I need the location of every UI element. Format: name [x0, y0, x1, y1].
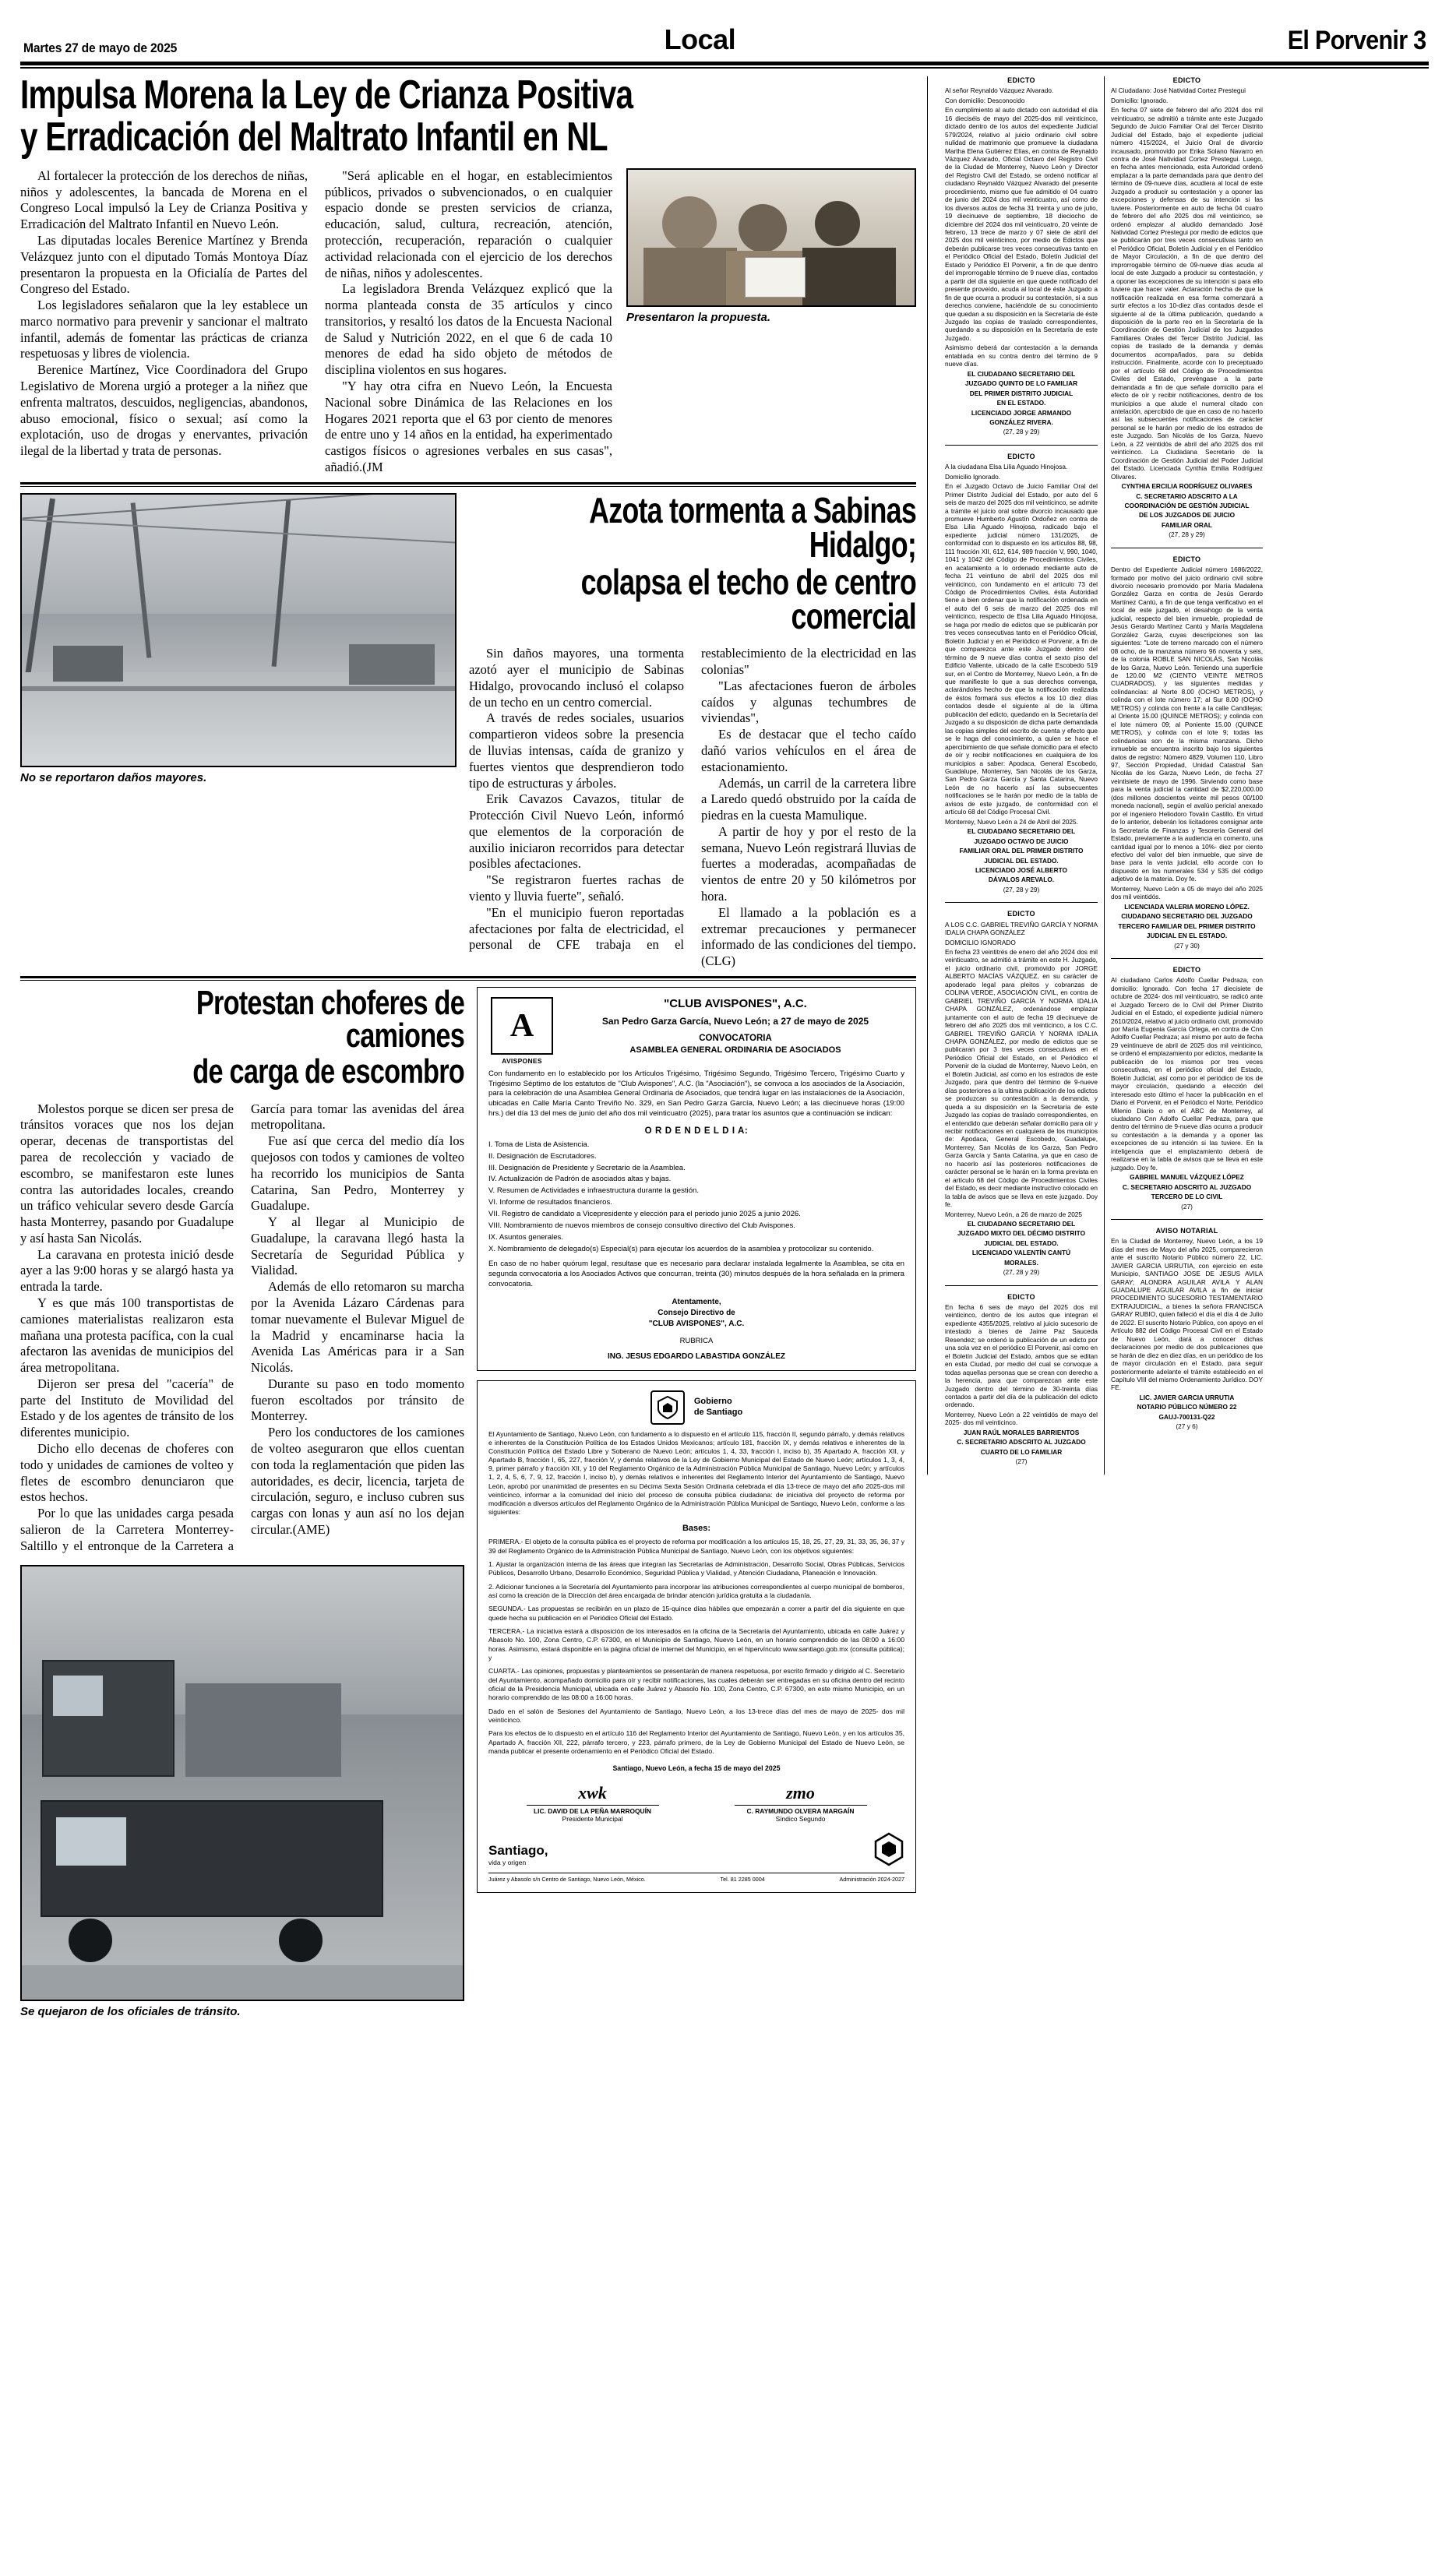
edict-line: Monterrey, Nuevo León a 22 veintidós de mayo del 2025- dos mil veinticinco. — [945, 1410, 1098, 1427]
santiago-dado: Dado en el salón de Sesiones del Ayuntamiento de Santiago, Nuevo León, a los 13-trece días del mes de mayo de 2025- dos mil veinticinco. — [488, 1707, 904, 1725]
article-crianza-positiva — [20, 72, 916, 476]
article-3-p8: Y al llegar al Municipio de Guadalupe, la caravana llegó hasta la Secretaría de Seguridad Pública y Vialidad. — [251, 1214, 464, 1278]
article-1-p4: Berenice Martínez, Vice Coordinadora del Grupo Legislativo de Morena urgió a proteger a la niñez que enfrenta maltratos, descuidos, negligencias, abandonos, abuso emocional, físico o sexual; así como la explotación, uso de drogas y enervantes, privación ilegal de la libertad y trata de personas. — [20, 362, 308, 459]
edict-line: Dentro del Expediente Judicial número 1686/2022, formado por motivo del juicio ordinario civil sobre divorcio necesario promovido por María Madalena González Garza en contra de Jesús Gerardo Martínez Cantú, a fin de que tenga verificativo en el local de este juzgado, el desahogo de la venta judicial, respecto del bien inmueble, propiedad de Jesús Gerardo Martínez Cantú y María Magdalena González Garza, cuyas descripciones son las siguientes: "Lote de terreno marcado con el número 08 ocho, de la manzana número 96 noventa y seis, de la colonia ROBLE SAN NICOLÁS, San Nicolás de los Garza, Nuevo León. Teniendo una superficie de 120.00 M2 (CIENTO VEINTE METROS CUADRADOS), y las siguientes medidas y colindancias: al Norte 8.00 (OCHO METROS), y colinda con el lote número 17; al Sur 8.00 (OCHO METROS) y colinda con frente a la calle Candilejas; al Oriente 15.00 (QUINCE METROS); y colinda con el lote número 09; al Poniente 15.00 (QUINCE METROS), y colinda con el lote 9; todas las colindancias son de la misma manzana. Dicho inmueble se encuentra inscrito bajo los siguientes datos de registro: Número 4829, Volumen 110, Libro 97, Sección Propiedad, Unidad Catastral San Nicolás de los Garza, Nuevo León, de fecha 27 veintisiete de mayo de 1996. Sirviendo como base para la venta judicial la cantidad de $2,220,000.00 (dos millones doscientos veinte mil pesos 00/100 moneda nacional), según el avalúo pericial anexado por el ingeniero Heliodoro Tovalin Castillo. En virtud de lo anterior, deberán los licitadores consignar ante la Secretaría de Finanzas y Tesorería General del Estado, previamente a la audiencia en comento, una cantidad igual por lo menos a 10%- diez por ciento efectivo del valor del bien inmueble, que sirve de base para la venta judicial, ello acorde con lo dispuesto en los numerales 534 y 535 del código adjetivo de la materia. Doy fe. — [1111, 566, 1263, 883]
edict-footer: EN EL ESTADO. — [996, 399, 1046, 407]
edict-footer: EL CIUDADANO SECRETARIO DEL — [967, 1219, 1076, 1228]
edict-title: EDICTO — [1007, 76, 1035, 84]
edict-footer: LICENCIADO JORGE ARMANDO — [971, 408, 1072, 417]
edict-footer: C. SECRETARIO ADSCRITO AL JUZGADO — [957, 1438, 1086, 1447]
edict-line: Al ciudadano Carlos Adolfo Cuellar Pedraza, con domicilio: Ignorado. Con fecha 17 diecisiete de octubre de 2024- dos mil veinticuatro, se radicó ante el Juzgado Tercero de lo Civil del Primer Distrito Judicial en el Estado, el expediente judicial número 2610/2024, relativo al juicio ordinario civil, promovido por María Eugenia García Ortega, en contra de Cnn Adolfo Cuellar Pedraza; así mismo por auto de fecha 29 veintinueve de abril de 2025 dos mil veinticinco, se ordenó el emplazamiento por edictos, mediante la publicación de los mismos por tres veces consecutivas, en el periódico oficial del Estado, Boletín Judicial, así como por el periódico de los de mayor circulación, quedando a elección del interesado esto último el hacer la publicación en el Diario el Porvenir, en el Periódico el Norte, Periódico Milenio Diario o en el ABC de Monterrey, al ciudadano Cnn Adolfo Cuellar Pedraza, para que dentro del término de 9-nueve días ocurra a producir su contestación a la demanda y a oponer las excepciones de su intención si las tuviere. En la inteligencia que el emplazamiento deberá de realizarse en la tabla de avisos que se lleva en este juzgado. Doy fe. — [1111, 976, 1263, 1172]
santiago-seal-icon — [650, 1390, 685, 1425]
edict-publication-dates: (27, 28 y 29) — [1003, 1268, 1040, 1277]
agenda-item: VIII. Nombramiento de nuevos miembros de consejo consultivo directivo del Club Avispones. — [488, 1221, 795, 1231]
edict-footer: TERCERO FAMILIAR DEL PRIMER DISTRITO — [1118, 922, 1256, 930]
article-3-p6: Por lo que las unidades carga pesada salieron de la Carretera Monterrey-Saltillo y el entronque de la Carretera a García para tomar las avenidas del área metropolitana. — [20, 1101, 464, 1553]
avispones-title: "CLUB AVISPONES", A.C. — [664, 996, 807, 1010]
edict-line: A la ciudadana Elsa Lilia Aguado Hinojosa. — [945, 463, 1068, 471]
article-2-p9: A partir de hoy y por el resto de la semana, Nuevo León registrará lluvias de fuertes a moderadas, acompañadas de vientos de entre 20 y 50 kilómetros por hora. — [701, 823, 916, 904]
article-3-p9: Además de ello retomaron su marcha por la Avenida Lázaro Cárdenas para tomar nuevamente el Bulevar Miguel de la Madrid y encaminarse hacia la Avenida Las Américas para ir a San Nicolás. — [251, 1279, 464, 1376]
article-2-p5: "En el municipio fueron reportadas afectaciones por falta de electricidad, el personal de CFE trabaja en el restablecimiento de la electricidad en las colonias" — [469, 646, 916, 953]
edict-line: Domicilio Ignorado. — [945, 472, 1001, 481]
santiago-notice — [477, 1380, 916, 1893]
edicts-zone — [927, 76, 1429, 1475]
avispones-logo-label: AVISPONES — [502, 1056, 542, 1065]
edict-title: EDICTO — [1172, 555, 1201, 563]
edict-block — [945, 453, 1098, 893]
avispones-order-title: O R D E N D E L D I A: — [644, 1126, 749, 1136]
edict-line: En fecha 23 veintitrés de enero del año 2024 dos mil veinticuatro, se admitió a trámite en este H. Juzgado, el juicio ordinario civil, promovido por JORGE ALBERTO MACÍAS VÁZQUEZ, en su carácter de apoderado legal para pleitos y cobranzas de COLINA VERDE, ASOCIACIÓN CIVIL, en contra de GABRIEL TREVIÑO GARCÍA Y NORMA IDALIA CHAPA GONZÁLEZ, ordenándose emplazar juntamente con el auto de fecha 19 diecinueve de febrero del año 2025 dos mil veinticinco, a los C.C. GABRIEL TREVIÑO GARCÍA Y NORMA IDALIA CHAPA GONZÁLEZ, por medio de edictos que se publicaran por 3 tres veces consecutivas en el Periódico Oficial del Estado, en el Periódico el Porvenir de la ciudad de Monterrey, Nuevo León, en el Boletín Judicial, así como en los estrados de este Juzgado, para que dentro del término de 9-nueve días posteriores a la ultima publicación de los edictos se produzcan su contestación a la demanda, y queda a su disposición en la Secretaría de este Juzgado las copias de traslado correspondientes, en el entendido que deberán señalar domicilio para oír y recibir notificaciones en cualquiera de los municipios de: Apodaca, General Escobedo, Guadalupe, Monterrey, San Nicolás de los Garza, San Pedro Garza García y Santa Catarina, ya que en caso de no hacerlo así las posteriores notificaciones de carácter personal se le harán en la forma prevista en el artículo 68 del Código de Procedimientos Civiles del Estado, es decir mediante instructivo colocado en la tabla de avisos que se lleva en este juzgado. Doy fe. — [945, 948, 1098, 1209]
edict-title: EDICTO — [1172, 76, 1201, 84]
edict-block — [945, 76, 1098, 436]
avispones-signer: ING. JESUS EDGARDO LABASTIDA GONZÁLEZ — [608, 1351, 785, 1361]
santiago-gov-line1: Gobierno — [693, 1396, 732, 1406]
article-3-figure — [20, 1565, 464, 2018]
edict-block — [1111, 76, 1263, 539]
edict-footer: NOTARIO PÚBLICO NÚMERO 22 — [1137, 1403, 1237, 1411]
article-3-p7: Fue así que cerca del medio día los quejosos con todos y camiones de volteo ha recorrido los municipios de Santa Catarina, San Pedro, Monterrey y Guadalupe. — [251, 1133, 464, 1214]
edict-separator — [1111, 958, 1263, 959]
edict-line: DOMICILIO IGNORADO — [945, 938, 1016, 946]
edict-line: A LOS C.C. GABRIEL TREVIÑO GARCÍA Y NORMA IDALIA CHAPA GONZÁLEZ — [945, 920, 1098, 937]
santiago-footer-right: Administración 2024-2027 — [839, 1875, 904, 1883]
lower-section — [20, 983, 916, 2019]
agenda-item: V. Resumen de Actividades e infraestructura durante la gestión. — [488, 1186, 700, 1196]
edict-line: En la Ciudad de Monterrey, Nuevo León, a los 19 días del mes de Mayo del año 2025, comparecieron ante el suscrito Notario Público número 22, LIC. JAVIER GARCIA URRUTIA, con ejercicio en este Municipio, SANTIAGO JOSE DE JESUS AVILA GARAY; ALONDRA AGUILAR AVILA Y ALAN GUADALUPE AGUILAR AVILA a fin de iniciar PROCEDIMIENTO SUCESORIO TESTAMENTARIO EXTRAJUDICIAL, a bienes la señora FRANCISCA GARAY RUBIO, quien falleció el día el día 4 de Julio de 2022. El suscrito Notario Público, con apoyo en el Artículo 882 del Código Procesal Civil en el Estado de Nuevo León, dará a conocer dichas declaraciones por medio de dos publicaciones que se harán de diez en diez días, en un periódico de los de mayor circulación en el Estado, para seguir posteriormente adelante el trámite establecido en el Capítulo VIII del mismo Ordenamiento Jurídico. DOY FE. — [1111, 1237, 1263, 1392]
article-1-figure — [626, 168, 916, 324]
article-2-photo-caption: No se reportaron daños mayores. — [20, 770, 207, 784]
edict-line: En fecha 6 seis de mayo del 2025 dos mil veinticinco, dentro de los autos que integran el expediente 4355/2025, relativo al juicio sucesorio de intestado a bienes de Jaime Paz Sauceda Resendez; se ordenó la publicación de un edicto por una sola vez en el periódico El Porvenir, así como en el Boletín Judicial del Estado, ambos que se editan en esta Ciudad, por medio del cual se convoque a todas aquellas personas que se crean con derecho a la herencia, para que comparezcan ante este Juzgado dentro del término de 30-treinta días contados a partir del día de la publicación del edicto ordenado. — [945, 1303, 1098, 1409]
santiago-signer-left-title: Presidente Municipal — [562, 1814, 623, 1823]
santiago-signer-left-name: LIC. DAVID DE LA PEÑA MARROQUÍN — [534, 1806, 651, 1815]
publication-date: Martes 27 de mayo de 2025 — [23, 41, 178, 55]
article-1-photo-caption: Presentaron la propuesta. — [626, 310, 771, 324]
article-2-headline-line2: colapsa el techo de centro comercial — [580, 561, 916, 637]
avispones-assembly: ASAMBLEA GENERAL ORDINARIA DE ASOCIADOS — [629, 1045, 841, 1055]
newspaper-brand: El Porvenir 3 — [1287, 26, 1426, 55]
article-3-photo — [20, 1565, 464, 2001]
santiago-footer-left: Juárez y Abasolo s/n Centro de Santiago, Nuevo León, México. — [488, 1875, 646, 1883]
edict-footer: TERCERO DE LO CIVIL — [1151, 1193, 1223, 1201]
article-3-headline-line1: Protestan choferes de camiones — [196, 983, 465, 1055]
edict-publication-dates: (27, 28 y 29) — [1003, 885, 1040, 893]
article-3-p5: Dicho ello decenas de choferes con todo y unidades de camiones de volteo y fletes de escombro denunciaron que estos hechos. — [20, 1441, 234, 1505]
avispones-notice — [477, 987, 916, 1371]
edict-footer: LICENCIADO VALENTÍN CANTÚ — [971, 1249, 1071, 1257]
edict-footer: JUDICIAL DEL ESTADO. — [984, 1239, 1059, 1247]
edict-footer: JUAN RAÚL MORALES BARRIENTOS — [963, 1428, 1080, 1436]
article-1-photo — [626, 168, 916, 307]
edict-title: EDICTO — [1172, 965, 1201, 974]
edict-publication-dates: (27 y 30) — [1174, 941, 1200, 950]
santiago-clause: 2. Adicionar funciones a la Secretaría del Ayuntamiento para incorporar las atribuciones correspondientes al cuerpo municipal de bomberos, así como la creación de la Dirección del área encargada de brindar atención jurídica gratuita a la ciudadanía. — [488, 1582, 904, 1600]
article-1-p2: Las diputadas locales Berenice Martínez y Brenda Velázquez junto con el diputado Tomás Montoya Díaz presentaron la propuesta en la Oficialía de Partes del Congreso del Estado. — [20, 232, 308, 297]
edict-footer: JUZGADO MIXTO DEL DÉCIMO DISTRITO — [957, 1229, 1086, 1238]
notices-column — [477, 987, 916, 1893]
santiago-para: Para los efectos de lo dispuesto en el artículo 116 del Reglamento Interior del Ayuntamiento de Santiago, Nuevo León, y en los artículos 35, Apartado A, fracción XII, 222, párrafo tercero, y 223, párrafo primero, de la Ley de Gobierno Municipal del Estado de Nuevo León, se manda publicar el presente ordenamiento en el Periódico Oficial del Estado. — [488, 1729, 904, 1756]
edict-block — [945, 910, 1098, 1276]
edict-line: En fecha 07 siete de febrero del año 2024 dos mil veinticuatro, se admitió a trámite ante este Juzgado Segundo de Juicio Familiar Oral del Tercer Distrito Judicial del Estado, bajo el expediente judicial número 415/2024, el Juicio Oral de divorcio incausado, promovido por Erika Solano Navarro en contra de José Natividad Cortez Prestegui. Luego, en fecha antes mencionada, esta Autoridad ordenó emplazar a la parte demandada para que dentro del término de 09-nueve días, acudiera al local de este Juzgado a producir su contestación y a oponer las excepciones y defensas de su intención si las tuviere. Posteriormente en auto de fecha 04 cuatro de febrero del año 2025 dos mil veinticinco, se ordenó emplazar al aludido demandado José Natividad Cortez Prestegui por medio de edictos que se publicarán por tres veces consecutivas tanto en el Periódico Oficial, Boletín Judicial y en el Periódico de Mayor Circulación, a fin de que dentro del improrrogable término de 09-nueve días acuda al local de este Juzgado a producir su contestación, y a oponer las excepciones de su intención si para ello tuviere que hacer valer. Aclaración hecha de que la notificación realizada en esa forma comenzará a surtir efectos a los 10-diez días contados desde el siguiente al de la última publicación, quedando a disposición de la parte reo en la Secretaría de la Coordinación de Gestión Judicial de los Juzgados Familiares Orales del Tercer Distrito Judicial, las copias de traslado de la demanda y demás documentos acompañados, para su debida instrucción. Finalmente, acorde con lo preceptuado por el artículo 68 del Código de Procedimientos Civiles del Estado, prevéngase a la parte demandada a fin de que señale domicilio para el efecto de oír y recibir notificaciones, dentro de los municipios a que alude el numeral citado con antelación, apercibido de que en caso de no hacerlo así las subsecuentes notificaciones de carácter personal se le harán por medio de los estrados de este Juzgado. San Nicolás de los Garza, Nuevo León, a 22 veintidós de abril del año 2025 dos mil veinticinco. La Ciudadana Secretario de la Coordinación de Gestión Judicial del Poder Judicial del Estado. Licenciada Cynthia Emilia Rodríguez Olivares. — [1111, 106, 1263, 481]
edict-footer: DEL PRIMER DISTRITO JUDICIAL — [969, 389, 1074, 397]
edict-footer: LICENCIADO JOSÉ ALBERTO — [975, 865, 1067, 874]
article-2-photo — [20, 493, 457, 767]
edict-footer: FAMILIAR ORAL DEL PRIMER DISTRITO — [959, 847, 1084, 855]
article-1-p7: "Y hay otra cifra en Nuevo León, la Encuesta Nacional sobre Dinámica de las Relaciones en los Hogares 2021 reporta que el 63 por ciento de menores de entre uno y 14 años en la entidad, ha experimentado castigos físicos o agresiones verbales en sus casas", añadió.(JM — [325, 378, 612, 474]
signature-mark: xwk — [578, 1782, 607, 1802]
section-title: Local — [664, 23, 736, 55]
edict-line: Domicilio: Ignorado. — [1111, 96, 1169, 104]
agenda-item: X. Nombramiento de delegado(s) Especial(s) para ejecutar los acuerdos de la asamblea y protocolizar su contenido. — [488, 1245, 874, 1254]
edict-title: EDICTO — [1007, 452, 1035, 460]
santiago-signer-right-title: Síndico Segundo — [775, 1814, 826, 1823]
avispones-intro: Con fundamento en lo establecido por los Artículos Trigésimo, Trigésimo Segundo, Trigésimo Tercero, Trigésimo Cuarto y Trigésimo Séptimo de los estatutos de "Club Avispones", A.C. (la "Asociación"), se convoca a los asociados de la Asociación, para la celebración de una Asamblea General Ordinaria de Asociados, que tendrá lugar en las instalaciones de la Asociación, ubicadas en Calle María Canto Treviño No. 329, en San Pedro Garza García, Nuevo León; a las diecinueve horas (19:00 hrs.) del día 13 del mes de junio del año dos mil veinticuatro (2025), para tratar los asuntos que a continuación se indican: — [488, 1069, 904, 1118]
article-2-p6: "Las afectaciones fueron de árboles caídos y algunas techumbres de viviendas", — [701, 678, 916, 726]
edict-footer: EL CIUDADANO SECRETARIO DEL — [967, 827, 1076, 836]
signature-mark: zmo — [786, 1782, 815, 1802]
edict-footer: LIC. JAVIER GARCIA URRUTIA — [1139, 1393, 1235, 1401]
article-divider-2 — [20, 976, 916, 981]
santiago-footer-mid: Tel. 81 2285 0004 — [720, 1875, 765, 1883]
avispones-logo — [488, 997, 555, 1065]
edict-block — [945, 1293, 1098, 1466]
edict-footer: CIUDADANO SECRETARIO DEL JUZGADO — [1121, 912, 1253, 921]
santiago-intro: El Ayuntamiento de Santiago, Nuevo León, con fundamento a lo dispuesto en el artículo 115, fracción II, segundo párrafo, y demás relativos e inherentes de la Constitución Política de los Estados Unidos Mexicanos; artículo 181, fracción IX, y demás relativos e inherentes de la Constitución Política del Estado Libre y Soberano de Nuevo León; artículos 1, 4, 33, fracción I, inciso b), 35 Apartado A, fracción XII, y Apartado B, fracción I, 65, 227, fracción V, y demás relativos de la Ley de Gobierno Municipal del Estado de Nuevo León; artículos 1, 3, 4, 9, primer párrafo y fracción XII, y 10 del Reglamento Orgánico de la Administración Pública Municipal de Santiago, Nuevo León; y artículos 1, 2, 4, 5, 6, 7, 9, 12, fracción I, inciso b), y demás relativos e inherentes del Reglamento Interior del Ayuntamiento de Santiago, Nuevo León, aprobó por unanimidad de presentes en su Décima Sexta Sesión Ordinaria celebrada el día 13-trece de mayo del año 2025-dos mil veinticinco, informar a la comunidad del inicio del proceso de consulta pública ciudadana: de iniciativa del proyecto de reforma por modificación a diversos artículos del Reglamento Orgánico de la Administración Pública Municipal de Santiago, Nuevo León, conforme a las siguientes: — [488, 1429, 904, 1517]
edict-footer: GAUJ-700131-Q22 — [1158, 1412, 1215, 1421]
edict-footer: EL CIUDADANO SECRETARIO DEL — [967, 369, 1076, 378]
edict-footer: FAMILIAR ORAL — [1162, 520, 1212, 529]
edict-block — [1111, 966, 1263, 1210]
avispones-logo-letter: A — [491, 997, 553, 1055]
article-1-p5: "Será aplicable en el hogar, en establecimientos públicos, privados o subvencionados, o en cualquier espacio donde se presten servicios de crianza, educación, salud, cultura, recreación, atención, protección, recuperación, reparación o cualquier actividad relacionada con el ejercicio de los derechos de niñas, niños y adolescentes. — [325, 167, 612, 280]
edict-footer: JUZGADO QUINTO DE LO FAMILIAR — [964, 379, 1078, 388]
article-2-p7: Es de destacar que el techo caído dañó varios vehículos en el área de estacionamiento. — [701, 727, 916, 774]
article-3-p1: Molestos porque se dicen ser presa de tránsitos voraces que nos los dejan operar, decenas de transportistas del parea de recolección y vaciado de escombro, se manifestaron este lunes contra las autoridades locales, creando un tráfico vehicular severo desde García hasta Monterrey, pasando por Guadalupe y así hasta San Nicolás. — [20, 1101, 234, 1246]
edict-title: EDICTO — [1007, 910, 1035, 918]
aviso-notarial-block — [1111, 1227, 1263, 1431]
edict-line: En cumplimiento al auto dictado con autoridad el día 16 dieciséis de mayo del 2025-dos mil veinticinco, dictado dentro de los autos del expediente Judicial 579/2024, relativo al juicio ordinario civil sobre nulidad de matrimonio que promueve la ciudadana Martha Elena Gutiérrez Elías, en contra de Reynaldo Vázquez Alvarado, Oficial Octavo del Registro Civil de la Ciudad de Monterrey, Nuevo León y Director del Registro Civil del Estado, se ordenó notificar al ciudadano Reynaldo Vázquez Alvarado del presente procedimiento, mismo que fue admitido el 04 cuatro de junio del 2024 dos mil veinticuatro, así como de los diversos autos de fecha 31 treinta y uno de julio, 19 diecinueve de septiembre, 18 dieciocho de diciembre del 2024 dos mil veinticuatro, 20 veinte de febrero, 13 trece de marzo y 07 siete de abril del 2025 dos mil veinticinco, por medio de Edictos que deberán publicarse tres veces consecutivas tanto en el Periódico Oficial del Estado, Boletín Judicial del Estado y Periódico El Porvenir, a fin de que dentro del improrrogable término de 9 nueve días, contados a partir del día siguiente en que quede notificado del presente proveído, acuda al local de éste Juzgado a fin de que ocurra a producir su contestación, si a sus derechos conviene, haciéndole de su conocimiento que quedan a su disposición en la Secretaría de éste Juzgado las copias de traslado correspondientes, quedando a su disposición en la Secretaría de este Juzgado. — [945, 106, 1098, 342]
page-body — [20, 72, 1429, 2019]
edict-publication-dates: (27) — [1181, 1202, 1193, 1210]
article-1-headline-line1: Impulsa Morena la Ley de Crianza Positiva — [20, 72, 633, 118]
edict-footer: MORALES. — [1004, 1258, 1038, 1267]
article-1-p6: La legisladora Brenda Velázquez explicó que la norma planteada consta de 35 artículos y cinco transitorios, y resaltó los datos de la Encuesta Nacional de Salud y Nutrición 2022, en el que 6 de cada 10 menores de edad ha sido objeto de métodos de disciplina violentos en sus hogares. — [325, 281, 612, 378]
avispones-quorum-note: En caso de no haber quórum legal, resultase que es necesario para declarar instalada legalmente la Asamblea, se cita en segunda convocatoria a los Asociados Activos que concurran, treinta (30) minutos después de la hora señalada en la primera convocatoria. — [488, 1260, 904, 1288]
edict-block — [1111, 555, 1263, 950]
santiago-bases-title: Bases: — [682, 1524, 711, 1534]
edict-separator — [945, 902, 1098, 903]
article-3-p2: La caravana en protesta inició desde ayer a las 9:00 horas y se alargó hasta ya entrada la tarde. — [20, 1246, 234, 1295]
edict-line: Al señor Reynaldo Vázquez Alvarado. — [945, 86, 1054, 95]
edict-footer: DE LOS JUZGADOS DE JUICIO — [1138, 511, 1236, 520]
edict-footer: GONZÁLEZ RIVERA. — [989, 418, 1053, 426]
edict-footer: JUZGADO OCTAVO DE JUICIO — [974, 837, 1069, 845]
santiago-clause: CUARTA.- Las opiniones, propuestas y planteamientos se presentarán de manera respetuosa, por escrito firmado y dirigido al C. Secretario del Ayuntamiento, acompañado domicilio para oír y recibir notificaciones, las cuales deberán ser entregadas en su oficina dentro del recinto oficial de la Presidencia Municipal, ubicada en calle Juárez y Abasolo No. 100, Zona Centro, C.P. 67300, en este mismo Municipio, en un horario comprendido de las 08:00 a 16:00 horas. — [488, 1667, 904, 1702]
article-1-p1: Al fortalecer la protección de los derechos de niñas, niños y adolescentes, la bancada de Morena en el Congreso Local impulsó la Ley de Crianza Positiva y Erradicación del Maltrato Infantil en Nuevo León. — [20, 167, 308, 232]
edict-footer: GABRIEL MANUEL VÁZQUEZ LÓPEZ — [1130, 1173, 1244, 1182]
santiago-clause: 1. Ajustar la organización interna de las áreas que integran las Secretarías de Administración, Desarrollo Social, Obras Públicas, Servicios Públicos, Desarrollo Urbano, Desarrollo Económico, Seguridad Pública y Vialidad, y Atención Ciudadana, Planeación e Innovación. — [488, 1559, 904, 1577]
edict-publication-dates: (27 y 6) — [1176, 1422, 1198, 1431]
santiago-sign-place: Santiago, Nuevo León, a fecha 15 de mayo del 2025 — [612, 1764, 781, 1772]
agenda-item: I. Toma de Lista de Asistencia. — [488, 1140, 590, 1149]
santiago-signatures — [488, 1783, 904, 1823]
editorial-zone — [20, 72, 927, 2019]
agenda-item: IX. Asuntos generales. — [488, 1233, 563, 1242]
agenda-item: VI. Informe de resultados financieros. — [488, 1198, 612, 1207]
masthead-rule — [20, 62, 1429, 69]
edict-separator — [945, 1285, 1098, 1286]
santiago-brand: Santiago, — [488, 1842, 548, 1858]
article-2-p4: "Se registraron fuertes rachas de viento y lluvia fuerte", señaló. — [469, 872, 684, 904]
agenda-item: II. Designación de Escrutadores. — [488, 1151, 597, 1161]
avispones-agenda — [488, 1140, 904, 1255]
edict-footer: C. SECRETARIO ADSCRITO A LA — [1136, 492, 1238, 500]
edict-line: Monterrey, Nuevo León a 24 de Abril del 2025. — [945, 817, 1078, 826]
article-2-figure — [20, 493, 457, 784]
edict-line: Monterrey, Nuevo León a 05 de mayo del año 2025 dos mil veintidós. — [1111, 884, 1263, 901]
agenda-item: VII. Registro de candidato a Vicepresidente y elección para el periodo junio 2025 a junio 2026. — [488, 1210, 801, 1219]
santiago-brand-tagline: vida y origen — [488, 1858, 527, 1866]
article-divider-1 — [20, 482, 916, 487]
hexagon-icon — [873, 1832, 904, 1866]
santiago-clause: TERCERA.- La iniciativa estará a disposición de los interesados en la oficina de la Secretaría del Ayuntamiento, ubicada en calle Juárez y Abasolo No. 100, Zona Centro, C.P. 67300, en el Municipio de Santiago, Nuevo León, en un horario comprendido de las 08:00 a 16:00 horas. Asimismo, estará disponible en la página oficial de internet del Municipio, en el hipervínculo www.santiago.gob.mx (consulta pública); y — [488, 1627, 904, 1662]
article-choferes-escombro — [20, 983, 465, 2019]
masthead — [20, 23, 1429, 59]
agenda-item: III. Designación de Presidente y Secretario de la Asamblea. — [488, 1163, 686, 1172]
avispones-convocatoria: CONVOCATORIA — [699, 1033, 772, 1043]
edict-footer: DÁVALOS AREVALO. — [988, 876, 1055, 884]
edict-footer: JUDICIAL EN EL ESTADO. — [1146, 932, 1228, 940]
edict-publication-dates: (27, 28 y 29) — [1003, 428, 1040, 436]
article-3-p4: Dijeron ser presa del "cacería" de parte del Instituto de Movilidad del Estado y de los agentes de tránsito de los diferentes municipio. — [20, 1376, 234, 1440]
edict-line: Al Ciudadano: José Natividad Cortez Prestegui — [1111, 86, 1246, 95]
article-2-p8: Además, un carril de la carretera libre a Laredo quedó obstruido por la caída de piedras en la cuesta Mamulique. — [701, 775, 916, 823]
avispones-closing: Atentamente, — [672, 1298, 721, 1307]
edict-column-1 — [939, 76, 1104, 1475]
avispones-place-date: San Pedro Garza García, Nuevo León; a 27 de mayo de 2025 — [601, 1015, 869, 1027]
edict-footer: LICENCIADA VALERIA MORENO LÓPEZ. — [1124, 902, 1250, 911]
article-3-headline-line2: de carga de escombro — [192, 1052, 464, 1091]
santiago-clause: SEGUNDA.- Las propuestas se recibirán en un plazo de 15-quince días hábiles que empezarán a correr a partir del día siguiente en que quede hecha su publicación en el Periódico Oficial del Estado. — [488, 1605, 904, 1622]
avispones-rubrica: RUBRICA — [679, 1337, 714, 1346]
edict-footer: CUARTO DE LO FAMILIAR — [980, 1447, 1063, 1456]
edict-line: Monterrey, Nuevo León, a 26 de marzo de 2025 — [945, 1210, 1083, 1218]
edict-title: EDICTO — [1007, 1292, 1035, 1301]
article-2-p10: El llamado a la población es a extremar precauciones y permanecer informado de las condiciones del tiempo.(CLG) — [701, 904, 916, 969]
edict-footer: C. SECRETARIO ADSCRITO AL JUZGADO — [1122, 1182, 1252, 1191]
edict-footer: JUDICIAL DEL ESTADO. — [984, 856, 1059, 865]
avispones-council-2: "CLUB AVISPONES", A.C. — [648, 1320, 745, 1329]
edict-publication-dates: (27) — [1015, 1457, 1028, 1466]
article-3-p10: Durante su paso en todo momento fueron escoltados por tránsito de Monterrey. — [251, 1376, 464, 1424]
article-2-p3: Erik Cavazos Cavazos, titular de Protección Civil Nuevo León, informó que elementos de la corporación de auxilio iniciaron recorridos para detectar posibles afectaciones. — [469, 791, 684, 872]
santiago-signer-right-name: C. RAYMUNDO OLVERA MARGAÍN — [746, 1806, 855, 1815]
edict-publication-dates: (27, 28 y 29) — [1169, 530, 1205, 539]
edict-separator — [1111, 1219, 1263, 1220]
edict-footer: COORDINACIÓN DE GESTIÓN JUDICIAL — [1124, 501, 1250, 509]
article-3-photo-caption: Se quejaron de los oficiales de tránsito. — [20, 2005, 241, 2019]
article-tormenta-sabinas — [20, 489, 916, 970]
article-3-p11: Pero los conductores de los camiones de volteo aseguraron que ellos cuentan con toda la reglamentación que piden las autoridades, es decir, licencia, tarjeta de circulación, seguro, e incluso cubren sus cargas con lonas y aun así no los dejan circular.(AME) — [251, 1425, 464, 1537]
article-2-p2: A través de redes sociales, usuarios compartieron videos sobre la presencia de lluvias intensas, caída de granizo y fuertes vientos que desprendieron todo tipo de estructuras y árboles. — [469, 710, 684, 791]
article-1-p3: Los legisladores señalaron que la ley establece un marco normativo para prevenir y sancionar el maltrato infantil, además de fomentar las prácticas de crianza respetuosas y libres de violencia. — [20, 298, 308, 361]
santiago-clause: PRIMERA.- El objeto de la consulta pública es el proyecto de reforma por modificación a los artículos 15, 18, 25, 27, 29, 31, 33, 35, 36, 37 y 39 del Reglamento Orgánico de la Administración Pública Municipal de Santiago, Nuevo León, con los objetivos siguientes: — [488, 1538, 904, 1555]
edict-footer: CYNTHIA ERCILIA RODRÍGUEZ OLIVARES — [1121, 482, 1253, 491]
edict-column-2 — [1104, 76, 1269, 1475]
edict-line: Con domicilio: Desconocido — [945, 96, 1025, 104]
edict-separator — [945, 445, 1098, 446]
santiago-gov-line2: de Santiago — [693, 1407, 743, 1417]
article-2-p1: Sin daños mayores, una tormenta azotó ayer el municipio de Sabinas Hidalgo, provocando inclusó el colapso de un techo en un centro comercial. — [469, 646, 684, 710]
aviso-notarial-title: AVISO NOTARIAL — [1155, 1226, 1218, 1235]
agenda-item: IV. Actualización de Padrón de asociados altas y bajas. — [488, 1175, 672, 1184]
article-1-headline-line2: y Erradicación del Maltrato Infantil en NL — [20, 114, 608, 160]
edict-line: En el Juzgado Octavo de Juicio Familiar Oral del Primer Distrito Judicial del Estado, por auto del 6 seis de marzo del 2025 dos mil veinticinco, se admite a trámite el juicio oral sobre divorcio incausado que promueve Humberto Agustín Ordoñez en contra de Elsa Lilia Aguado Hinojosa, radicado bajo el expediente judicial número 131/2025, de conformidad con lo dispuesto en los artículos 88, 98, 111 fracción XII, 612, 614, 989 fracción V, 990, 1040, 1041 y 1042 del Código de Procedimientos Civiles, en acatamiento a lo ordenado mediante auto de fecha 21 veintiuno de abril del 2025 dos mil veinticinco, con fundamento en el artículo 73 del Código de Procedimientos Civiles, ésta Autoridad tiene a bien ordenar que la notificación ordenada en el auto del 6 seis de marzo del 2025 dos mil veinticinco, respecto de Elsa Lilia Aguado Hinojosa, se haga por medio de edictos que se publicarán por tres veces consecutivas tanto en el Periódico Oficial, Boletín Judicial y en el Periódico el Porvenir, a fin de que comparezca ante este Juzgado dentro del término de 9 nueve días contra el sexto piso del Edificio Valiente, ubicado de la calle Escobedo 519 sur, en el Centro de Monterrey, Nuevo León, a fin de que manifieste lo que a sus derechos convenga, aclarándoles hecho de que la notificación realizada de éstos formará sus efectos a los 10 diez días contados desde el siguiente al de la última publicación del edicto, quedando en la Secretaría del Juzgado a su disposición de dicha parte demandada las copias simples del escrito de cuenta y efecto que se le haga del conocimiento, a quien se hace el apercibimiento de que señale domicilio para el efecto de oír y recibir notificaciones en cualquiera de los municipios a saber: Apodaca, General Escobedo, Guadalupe, Monterrey, San Nicolás de los Garza, San Pedro Garza García y Santa Catarina, Nuevo León de no hacerlo así las subsecuentes notificaciones se le harán por medio de la tabla de avisos de este juzgado, de conformidad con el artículo 68 del Código Procesal Civil. — [945, 482, 1098, 816]
article-3-p3: Y es que más 100 transportistas de camiones materialistas realizaron esta mañana una protesta pacífica, con la cual afectaron las avenidas de municipios del área metropolitana. — [20, 1295, 234, 1376]
edict-line: Asimismo deberá dar contestación a la demanda entablada en su contra dentro del término de 9 nueve días. — [945, 344, 1098, 368]
article-2-headline-line1: Azota tormenta a Sabinas Hidalgo; — [589, 489, 916, 565]
avispones-council: Consejo Directivo de — [658, 1309, 735, 1318]
